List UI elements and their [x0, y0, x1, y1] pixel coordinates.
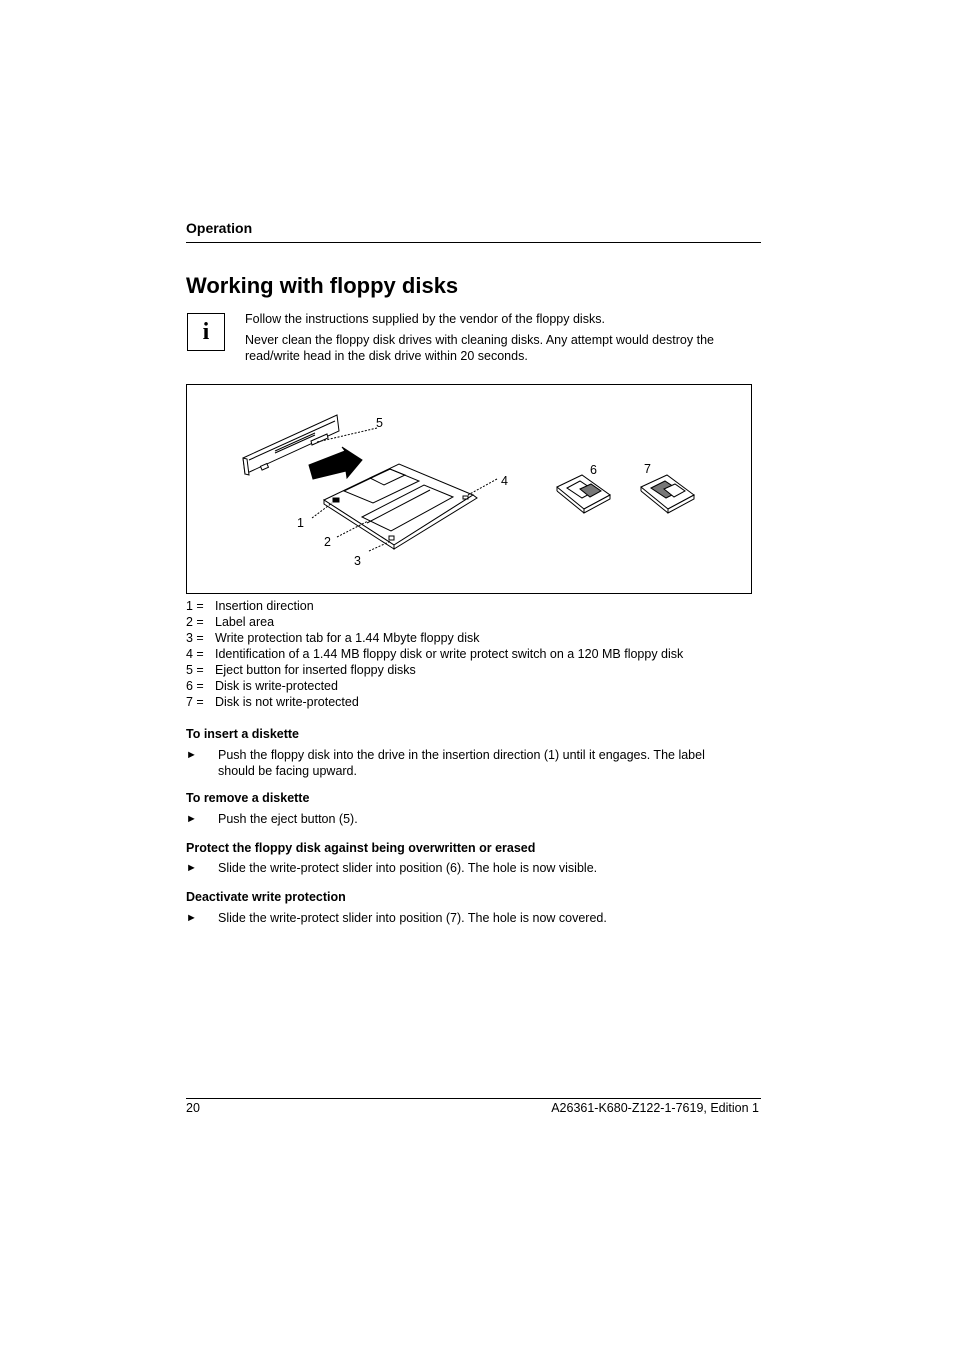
- floppy-illustration: [187, 385, 753, 595]
- heading-insert-diskette: To insert a diskette: [186, 727, 299, 741]
- bullet-text: Push the eject button (5).: [218, 812, 358, 826]
- bullet-arrow-icon: ►: [186, 912, 197, 924]
- legend-text: Insertion direction: [215, 599, 314, 613]
- bullet-text: Push the floppy disk into the drive in the insertion direction (1) until it engages. The label should be facing upward.: [218, 748, 705, 778]
- page-number: 20: [186, 1101, 200, 1115]
- legend-number: 5 =: [186, 663, 204, 677]
- bullet-text: Slide the write-protect slider into position (6). The hole is now visible.: [218, 861, 598, 875]
- bullet-arrow-icon: ►: [186, 813, 197, 825]
- note-cleaning-warning: Never clean the floppy disk drives with cleaning disks. Any attempt would destroy the read/write head in the disk drive within 20 seconds.: [245, 333, 714, 363]
- callout-4: 4: [501, 474, 508, 488]
- footer-rule: [186, 1098, 761, 1099]
- bullet-deactivate-protection: [186, 911, 736, 927]
- legend-item: [186, 614, 683, 630]
- bullet-remove-diskette: [186, 812, 736, 828]
- info-icon-glyph: i: [202, 318, 210, 345]
- legend-number: 3 =: [186, 631, 204, 645]
- header-section-title: Operation: [186, 220, 253, 236]
- legend-number: 7 =: [186, 695, 204, 709]
- callout-6: 6: [590, 463, 597, 477]
- write-protect-tab: [333, 498, 339, 502]
- callout-5: 5: [376, 416, 383, 430]
- legend-item: [186, 630, 683, 646]
- legend-number: 2 =: [186, 615, 204, 629]
- legend-item: [186, 694, 683, 710]
- floppy-figure: [186, 384, 752, 594]
- callout-2: 2: [324, 535, 331, 549]
- bullet-insert-diskette: [186, 748, 736, 779]
- write-protected-corner-icon: [557, 475, 610, 513]
- document-id: A26361-K680-Z122-1-7619, Edition 1: [551, 1101, 759, 1115]
- callout-1: 1: [297, 516, 304, 530]
- bullet-arrow-icon: ►: [186, 749, 197, 761]
- heading-remove-diskette: To remove a diskette: [186, 791, 310, 805]
- legend-text: Identification of a 1.44 MB floppy disk or write protect switch on a 120 MB floppy disk: [215, 647, 684, 661]
- legend: [186, 598, 683, 710]
- header-rule: [186, 242, 761, 243]
- legend-text: Disk is not write-protected: [215, 695, 359, 709]
- legend-number: 1 =: [186, 599, 204, 613]
- insertion-arrow-icon: [309, 447, 362, 479]
- bullet-text: Slide the write-protect slider into position (7). The hole is now covered.: [218, 911, 607, 925]
- legend-text: Eject button for inserted floppy disks: [215, 663, 416, 677]
- note-vendor-instructions: Follow the instructions supplied by the vendor of the floppy disks.: [245, 312, 605, 326]
- heading-protect-disk: Protect the floppy disk against being overwritten or erased: [186, 841, 536, 855]
- callout-3: 3: [354, 554, 361, 568]
- legend-text: Write protection tab for a 1.44 Mbyte floppy disk: [215, 631, 480, 645]
- not-write-protected-corner-icon: [641, 475, 694, 513]
- callout-7: 7: [644, 462, 651, 476]
- legend-number: 4 =: [186, 647, 204, 661]
- page-title: Working with floppy disks: [186, 273, 459, 298]
- info-icon: [187, 313, 225, 351]
- legend-text: Disk is write-protected: [215, 679, 338, 693]
- legend-item: [186, 598, 683, 614]
- bullet-arrow-icon: ►: [186, 862, 197, 874]
- bullet-protect-disk: [186, 861, 736, 877]
- legend-item: [186, 678, 683, 694]
- legend-text: Label area: [215, 615, 275, 629]
- legend-number: 6 =: [186, 679, 204, 693]
- legend-item: [186, 646, 683, 662]
- legend-item: [186, 662, 683, 678]
- heading-deactivate-protection: Deactivate write protection: [186, 890, 346, 904]
